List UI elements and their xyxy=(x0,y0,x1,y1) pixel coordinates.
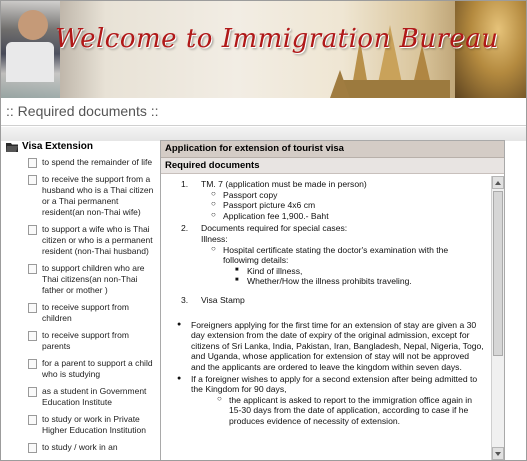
officer-uniform-graphic xyxy=(6,42,54,82)
sidebar-item[interactable] xyxy=(28,157,158,168)
panel-title: Application for extension of tourist visa xyxy=(161,141,504,158)
sidebar-item-label[interactable]: as a student in Government Education Institute xyxy=(42,386,147,407)
sidebar-item-label[interactable]: to spend the remainder of life xyxy=(42,157,153,167)
list-item-text: Visa Stamp xyxy=(201,294,245,305)
checkbox-icon[interactable] xyxy=(28,175,37,185)
sidebar-item-label[interactable]: to support a wife who is Thai citizen or who is a permanent resident (non-Thai husband) xyxy=(42,224,153,256)
sub-list-item: ○ Hospital certificate stating the doctor's examination with the followimg details: xyxy=(211,245,485,266)
panel-subtitle: Required documents xyxy=(161,158,504,174)
checkbox-icon[interactable] xyxy=(28,158,37,168)
sub-list-item: ○ Application fee 1,900.- Baht xyxy=(211,211,485,222)
sub-list-item: ○ Passport copy xyxy=(211,190,485,201)
checkbox-icon[interactable] xyxy=(28,303,37,313)
officer-face-graphic xyxy=(18,10,48,40)
content-panel xyxy=(160,140,505,461)
checkbox-icon[interactable] xyxy=(28,415,37,425)
sidebar-item-label[interactable]: to receive support from parents xyxy=(42,330,129,351)
sidebar-item[interactable] xyxy=(28,386,158,408)
sidebar-item-label[interactable]: to receive the support from a husband who is a Thai citizen or a Thai permanent resident(an non-Thai wife) xyxy=(42,174,154,217)
sidebar-item-label[interactable]: for a parent to support a child who is studying xyxy=(42,358,153,379)
list-item-subheading: Illness: xyxy=(201,233,228,244)
document-list-item xyxy=(171,179,485,221)
sidebar-item[interactable] xyxy=(28,174,158,218)
nested-sub-list-item: ■ Whether/How the illness prohibits traveling. xyxy=(235,276,485,287)
sidebar-item-label[interactable]: to study or work in Private Higher Education Institution xyxy=(42,414,146,435)
vertical-scrollbar[interactable] xyxy=(491,176,504,460)
checkbox-icon[interactable] xyxy=(28,264,37,274)
section-title: :: Required documents :: xyxy=(6,103,159,119)
sidebar-item[interactable] xyxy=(28,358,158,380)
panel-body xyxy=(161,176,491,460)
banner-title: Welcome to Immigration Bureau xyxy=(55,24,499,54)
section-header xyxy=(0,98,527,126)
list-number: 3. xyxy=(181,294,189,305)
checkbox-icon[interactable] xyxy=(28,359,37,369)
sidebar-item[interactable] xyxy=(28,442,158,453)
list-number: 1. xyxy=(181,179,189,189)
note-item xyxy=(171,374,485,427)
sidebar-heading[interactable] xyxy=(6,141,158,152)
sidebar-heading-label: Visa Extension xyxy=(22,141,93,152)
notes-list xyxy=(171,320,485,427)
scroll-thumb[interactable] xyxy=(493,191,503,356)
sidebar-item[interactable] xyxy=(28,224,158,257)
sidebar xyxy=(6,141,158,461)
sidebar-item-label[interactable]: to support children who are Thai citizens(an non-Thai father or mother ) xyxy=(42,263,145,295)
list-item-text: TM. 7 (application must be made in person) xyxy=(201,179,367,189)
note-sub-item: ○ the applicant is asked to report to the immigration office again in 15-30 days from the date of application, according to case if he produces evidence of necessity of extension. xyxy=(217,395,485,427)
header-banner xyxy=(0,0,527,98)
note-sub-list xyxy=(191,395,485,427)
sub-list xyxy=(201,245,485,266)
scroll-up-arrow-icon[interactable] xyxy=(492,176,504,189)
folder-icon xyxy=(6,142,18,152)
sub-list-item: ○ Passport picture 4x6 cm xyxy=(211,200,485,211)
sidebar-item-label[interactable]: to study / work in an xyxy=(42,442,118,452)
list-number: 2. xyxy=(181,223,189,234)
document-list xyxy=(171,179,485,306)
list-item-text: Documents required for special cases: xyxy=(201,223,348,234)
sub-list xyxy=(201,190,485,222)
document-list-item xyxy=(171,295,485,306)
note-text: ● If a foreigner wishes to apply for a second extension after being admitted to the Kingdom for 90 days, xyxy=(191,373,478,395)
divider-band xyxy=(0,127,527,141)
sidebar-item-label[interactable]: to receive support from children xyxy=(42,302,129,323)
document-list-item xyxy=(171,223,485,287)
checkbox-icon[interactable] xyxy=(28,387,37,397)
sidebar-item[interactable] xyxy=(28,414,158,436)
sidebar-item[interactable] xyxy=(28,302,158,324)
scroll-down-arrow-icon[interactable] xyxy=(492,447,504,460)
sidebar-item[interactable] xyxy=(28,263,158,296)
checkbox-icon[interactable] xyxy=(28,331,37,341)
nested-sub-list-item: ■ Kind of illness, xyxy=(235,266,485,277)
checkbox-icon[interactable] xyxy=(28,443,37,453)
note-text: ● Foreigners applying for the first time for an extension of stay are given a 30 day extension from the date of expiry of the original admission, except for citizens of Sri Lanka, India, Pakistan, Iran, Bangladesh, Nepal, Nigeria, Togo, and Uganda, whose application for extension of stay will not be approved and the applicants are ordered to leave the kingdom within seven days. xyxy=(191,319,484,372)
checkbox-icon[interactable] xyxy=(28,225,37,235)
note-item xyxy=(171,320,485,373)
nested-sub-list xyxy=(171,266,485,287)
sidebar-item[interactable] xyxy=(28,330,158,352)
